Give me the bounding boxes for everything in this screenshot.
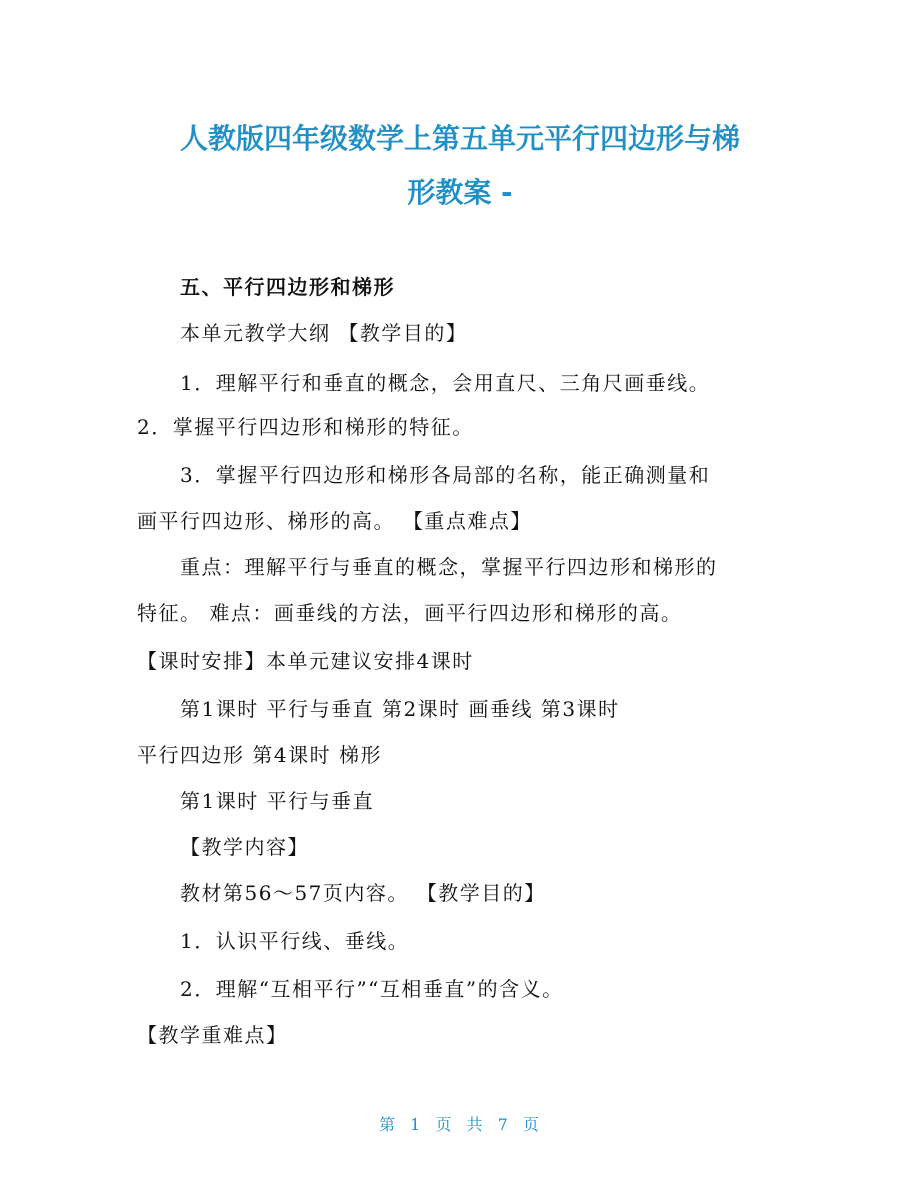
title-line-1: 人教版四年级数学上第五单元平行四边形与梯 [179,122,740,155]
paragraph-line: 平行四边形 第4课时 梯形 [137,743,382,767]
paragraph-line: 【教学重难点】 [137,1023,288,1047]
paragraph-line: 第1课时 平行与垂直 第2课时 画垂线 第3课时 [180,697,620,721]
paragraph-line: 【教学内容】 [180,835,309,859]
paragraph-line: 2．理解“互相平行”“互相垂直”的含义。 [180,977,564,1001]
paragraph-line: 1．认识平行线、垂线。 [180,929,410,953]
section-heading: 五、平行四边形和梯形 [180,275,395,299]
paragraph-line: 画平行四边形、梯形的高。 【重点难点】 [137,509,532,533]
paragraph-line: 重点：理解平行与垂直的概念，掌握平行四边形和梯形的 [180,555,718,579]
paragraph-line: 3．掌握平行四边形和梯形各局部的名称，能正确测量和 [180,463,711,487]
paragraph-line: 【课时安排】本单元建议安排4课时 [137,649,474,673]
paragraph-line: 1．理解平行和垂直的概念，会用直尺、三角尺画垂线。 [180,371,711,395]
paragraph-line: 教材第56～57页内容。 【教学目的】 [180,881,546,905]
paragraph-line: 第1课时 平行与垂直 [180,789,375,813]
paragraph-line: 本单元教学大纲 【教学目的】 [180,321,468,345]
paragraph-line: 2．掌握平行四边形和梯形的特征。 [137,415,474,439]
paragraph-line: 特征。 难点：画垂线的方法，画平行四边形和梯形的高。 [137,601,683,625]
page-footer: 第 1 页 共 7 页 [379,1115,541,1134]
title-line-2: 形教案 - [407,176,513,209]
